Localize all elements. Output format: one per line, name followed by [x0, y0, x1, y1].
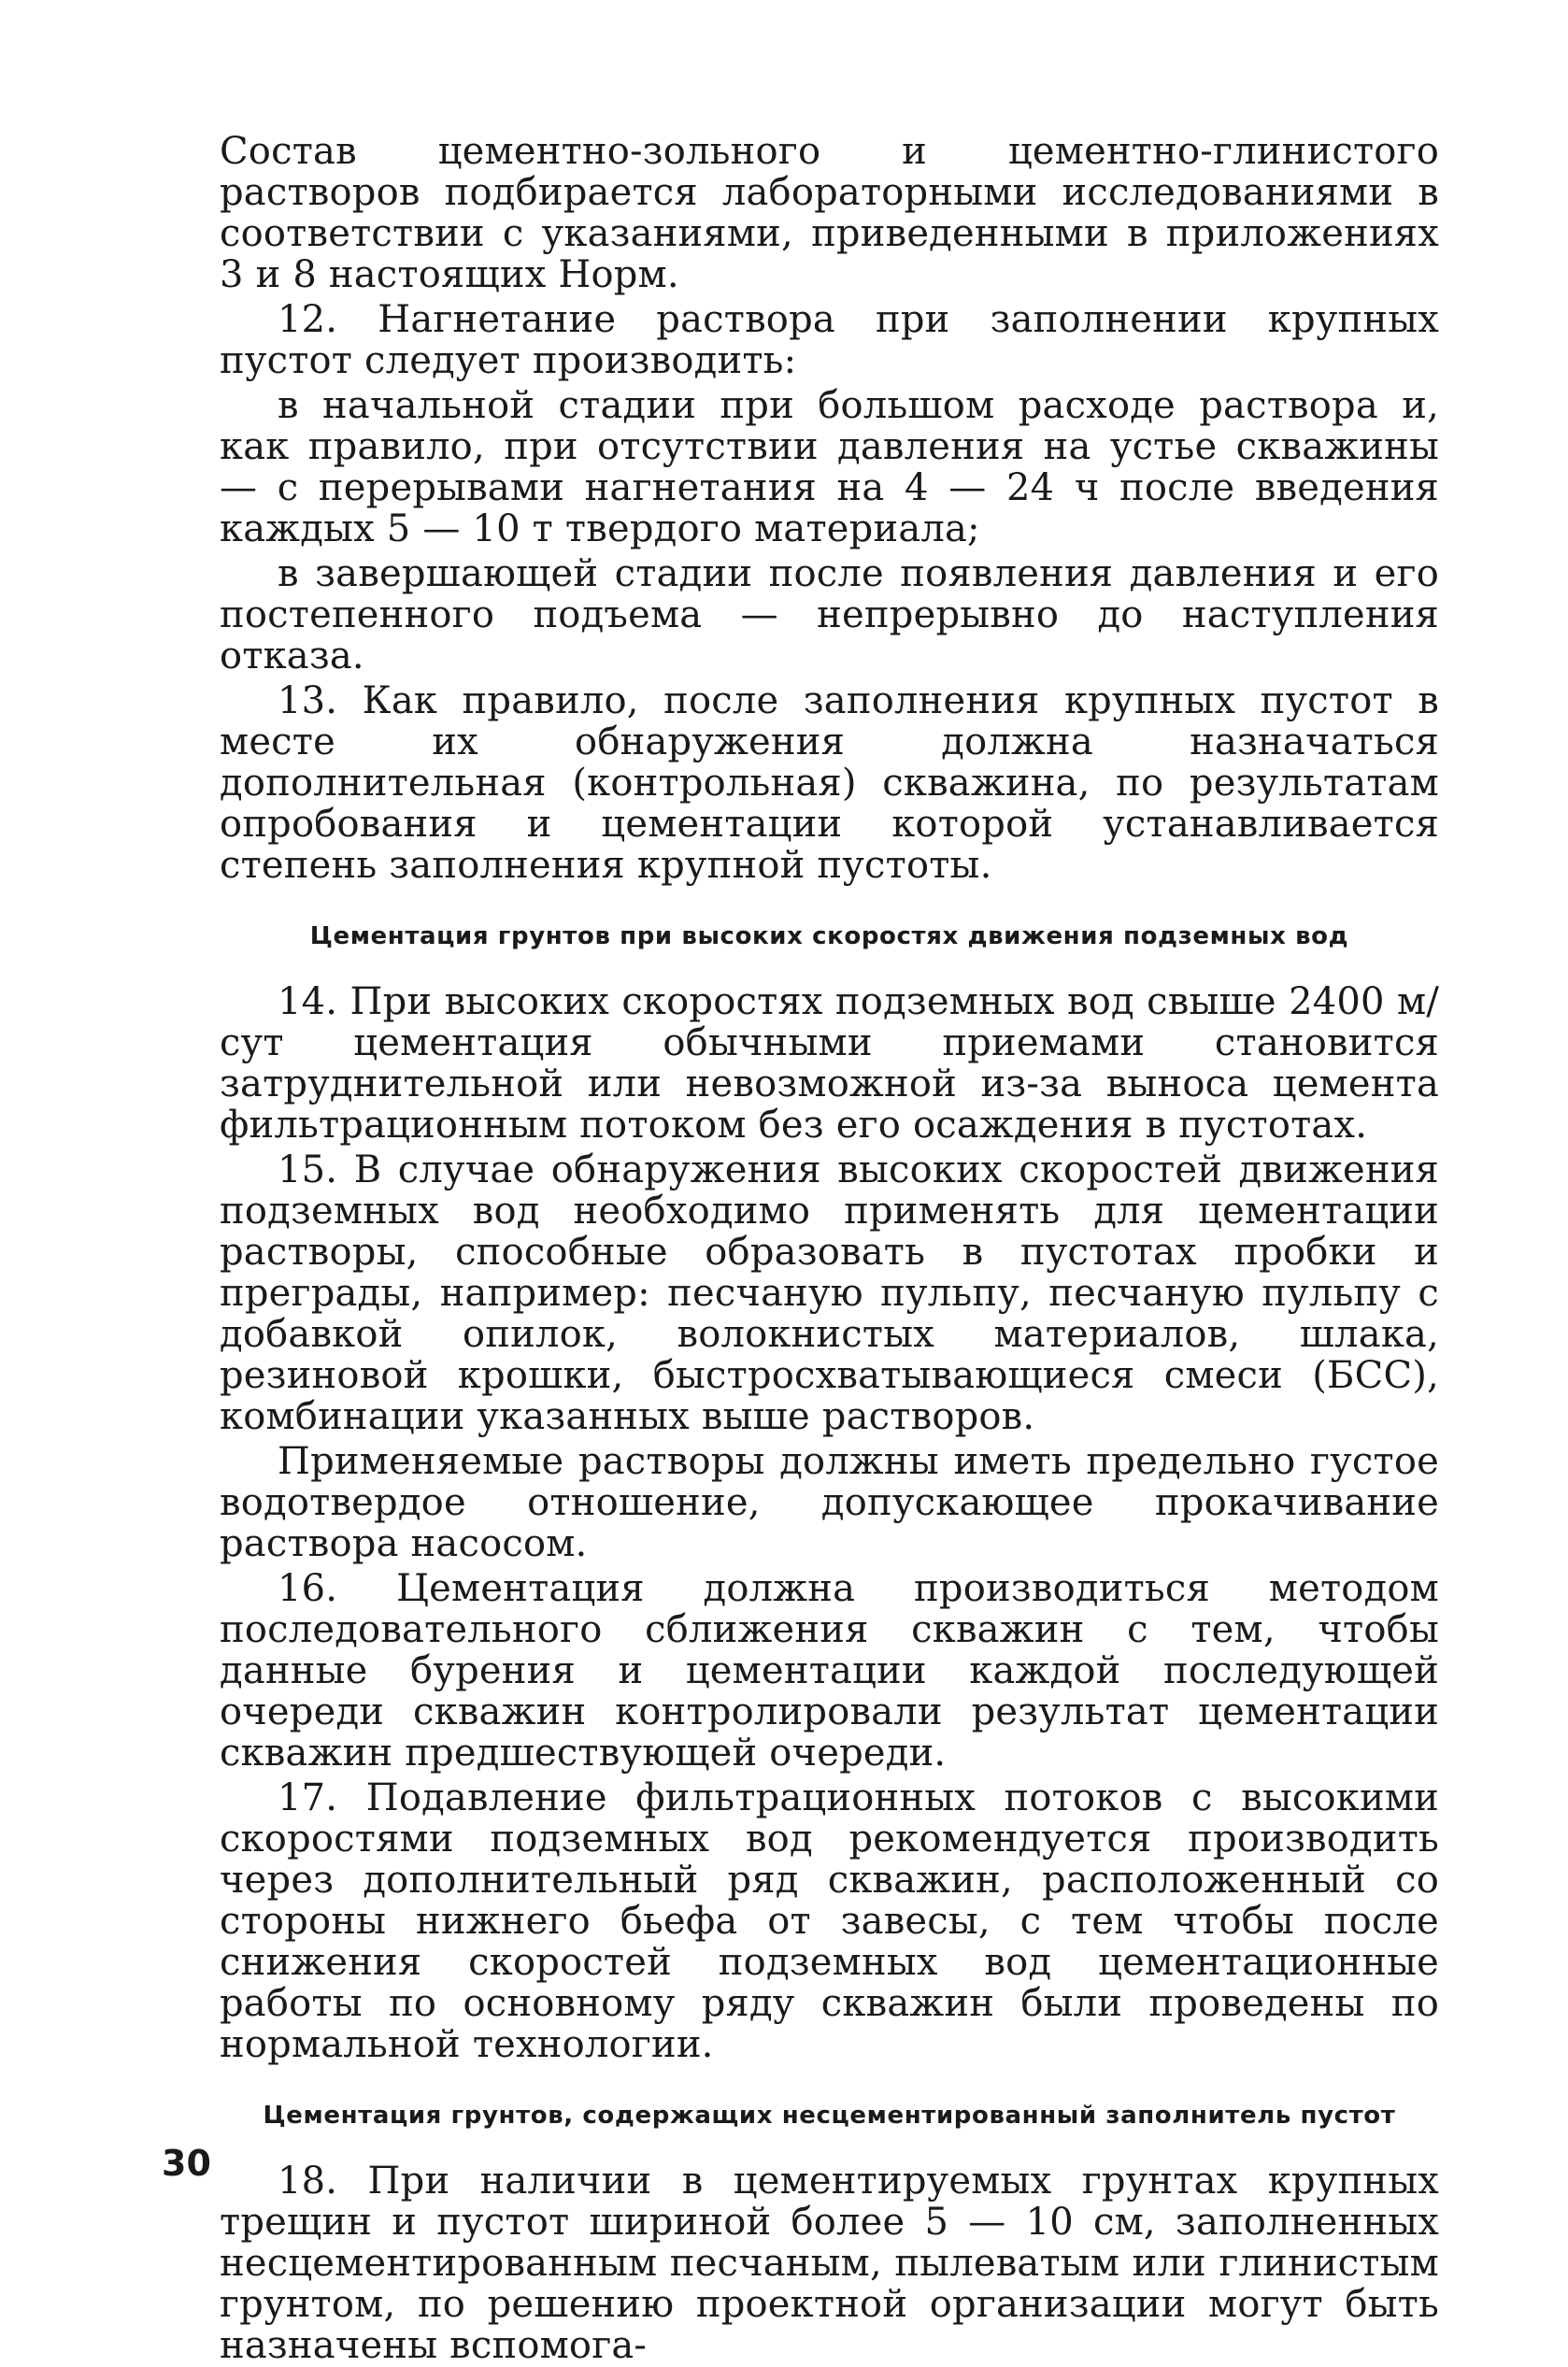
- paragraph-17: 17. Подавление фильтрационных потоков с высокими скоростями подземных вод рекомендуется производить через дополнительный ряд скважин, расположенный со стороны нижнего бьефа от завесы, с тем чтобы после снижения скоростей подземных вод цементационные работы по основному ряду скважин были проведены по нормальной технологии.: [220, 1776, 1439, 2066]
- paragraph-composition: Состав цементно-зольного и цементно-глинистого растворов подбирается лабораторными исследованиями в соответствии с указаниями, приведенными в приложениях 3 и 8 настоящих Норм.: [220, 130, 1439, 296]
- section-middle-paragraphs: [220, 981, 1439, 2065]
- paragraph-12: 12. Нагнетание раствора при заполнении крупных пустот следует производить:: [220, 298, 1439, 382]
- paragraph-16: 16. Цементация должна производиться методом последовательного сближения скважин с тем, чтобы данные бурения и цементации каждой последующей очереди скважин контролировали результат цементации скважин предшествующей очереди.: [220, 1567, 1439, 1775]
- section-bottom-paragraphs: [220, 2160, 1439, 2366]
- paragraph-15-continued: Применяемые растворы должны иметь предельно густое водотвердое отношение, допускающее прокачивание раствора насосом.: [220, 1440, 1439, 1565]
- paragraph-18: 18. При наличии в цементируемых грунтах крупных трещин и пустот шириной более 5 — 10 см, заполненных несцементированным песчаным, пылеватым или глинистым грунтом, по решению проектной организации могут быть назначены вспомога-: [220, 2160, 1439, 2367]
- section-heading-uncemented-filler: Цементация грунтов, содержащих несцементированный заполнитель пустот: [263, 2102, 1396, 2130]
- page-number: 30: [162, 2143, 211, 2184]
- paragraph-15: 15. В случае обнаружения высоких скоростей движения подземных вод необходимо применять для цементации растворы, способные образовать в пустотах пробки и преграды, например: песчаную пульпу, песчаную пульпу с добавкой опилок, волокнистых материалов, шлака, резиновой крошки, быстросхватывающиеся смеси (БСС), комбинации указанных выше растворов.: [220, 1148, 1439, 1438]
- paragraph-13: 13. Как правило, после заполнения крупных пустот в месте их обнаружения должна назначаться дополнительная (контрольная) скважина, по результатам опробования и цементации которой устанавливается степень заполнения крупной пустоты.: [220, 679, 1439, 887]
- paragraph-12-initial-stage: в начальной стадии при большом расходе раствора и, как правило, при отсутствии давления на устье скважины — с перерывами нагнетания на 4 — 24 ч после введения каждых 5 — 10 т твердого материала;: [220, 384, 1439, 550]
- section-heading-high-velocity: Цементация грунтов при высоких скоростях движения подземных вод: [309, 922, 1349, 950]
- paragraph-12-final-stage: в завершающей стадии после появления давления и его постепенного подъема — непрерывно до наступления отказа.: [220, 552, 1439, 677]
- document-page: [220, 131, 1439, 2366]
- paragraph-14: 14. При высоких скоростях подземных вод свыше 2400 м/сут цементация обычными приемами становится затруднительной или невозможной из-за выноса цемента фильтрационным потоком без его осаждения в пустотах.: [220, 980, 1439, 1147]
- section-top-paragraphs: [220, 131, 1439, 886]
